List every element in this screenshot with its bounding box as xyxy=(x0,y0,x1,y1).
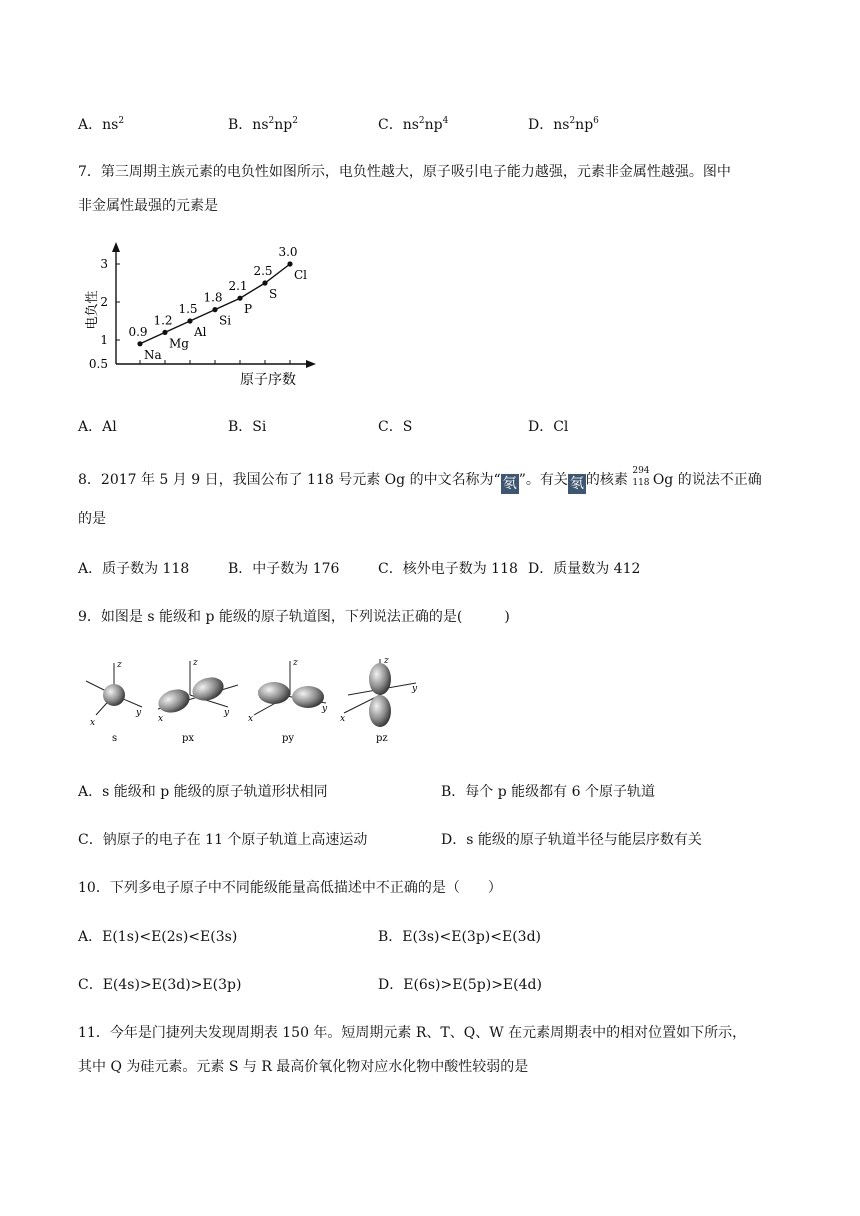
chart-axes xyxy=(112,242,316,368)
y-tick-label: 1 xyxy=(100,333,108,347)
data-point-s xyxy=(262,280,267,285)
q9-option-c: C．钠原子的电子在 11 个原子轨道上高速运动 xyxy=(78,832,368,848)
data-point-mg xyxy=(162,330,167,335)
q9-option-b: B．每个 p 能级都有 6 个原子轨道 xyxy=(441,784,655,800)
svg-text:x: x xyxy=(90,718,96,728)
py-orbital xyxy=(248,658,328,744)
svg-text:py: py xyxy=(282,733,295,744)
q7-option-c: C．S xyxy=(378,419,413,435)
q8-option-a: A．质子数为 118 xyxy=(78,561,190,577)
q6-option-a: A．$ns^2$ xyxy=(78,116,125,133)
data-label: 0.9 xyxy=(128,324,148,339)
og-glyph-2: 氡 xyxy=(569,476,584,492)
q9-option-a: A．s 能级和 p 能级的原子轨道形状相同 xyxy=(78,784,328,800)
q9-stem: 9．如图是 s 能级和 p 能级的原子轨道图，下列说法正确的是( ) xyxy=(78,609,510,625)
q7-option-a: A．Al xyxy=(78,419,117,435)
data-label: 1.2 xyxy=(153,313,173,328)
element-label: P xyxy=(244,302,253,317)
pz-orbital xyxy=(340,656,418,744)
orbital-diagram xyxy=(78,655,423,745)
y-tick-label: 0.5 xyxy=(88,357,108,371)
data-label: 2.5 xyxy=(253,264,273,278)
data-label: 1.5 xyxy=(178,302,198,316)
data-label: 1.8 xyxy=(203,290,223,305)
y-tick-label: 3 xyxy=(100,257,108,271)
svg-text:z: z xyxy=(293,658,298,668)
q7-option-b: B．Si xyxy=(228,419,267,435)
element-label: Mg xyxy=(169,336,189,351)
data-point-al xyxy=(187,318,192,323)
svg-text:z: z xyxy=(384,656,389,666)
q8-stem-line1: 8．2017 年 5 月 9 日，我国公布了 118 号元素 Og 的中文名称为“ 氡 ”。有关 氡 的核素 294 118 Og 的说法不正确 xyxy=(78,466,762,492)
data-point-na xyxy=(137,341,142,346)
element-label: S xyxy=(269,287,278,301)
data-point-cl xyxy=(287,261,292,266)
element-label: Si xyxy=(219,313,232,328)
q8-option-c: C．核外电子数为 118 xyxy=(378,561,518,577)
q7-option-d: D．Cl xyxy=(528,419,569,435)
data-point-p xyxy=(237,296,242,301)
svg-text:z: z xyxy=(193,658,198,668)
q10-stem: 10．下列多电子原子中不同能级能量高低描述中不正确的是（ ） xyxy=(78,880,502,896)
svg-text:y: y xyxy=(224,708,230,718)
q8-stem-line2: 的是 xyxy=(78,511,106,527)
element-label: Cl xyxy=(294,268,308,282)
q8-option-b: B．中子数为 176 xyxy=(228,561,340,577)
svg-text:pz: pz xyxy=(376,733,388,744)
px-orbital xyxy=(155,658,238,744)
data-label: 2.1 xyxy=(228,279,248,294)
element-label: Al xyxy=(194,325,207,339)
q7-stem-line1: 7．第三周期主族元素的电负性如图所示，电负性越大，原子吸引电子能力越强，元素非金属性越强。图中 xyxy=(78,164,731,180)
nuclide-notation: 294 118 xyxy=(632,466,650,488)
q11-stem-line1: 11．今年是门捷列夫发现周期表 150 年。短周期元素 R、T、Q、W 在元素周期表中的相对位置如下所示， xyxy=(78,1025,747,1041)
electronegativity-chart xyxy=(78,240,338,390)
og-glyph: 氡 xyxy=(502,476,517,492)
q10-option-c: C．E(4s)>E(3d)>E(3p) xyxy=(78,977,242,993)
q10-option-a: A．E(1s)<E(2s)<E(3s) xyxy=(78,929,238,945)
q8-option-d: D．质量数为 412 xyxy=(528,561,641,577)
q6-option-c: C．$ns^2np^4$ xyxy=(378,116,449,133)
svg-text:x: x xyxy=(158,714,164,724)
q10-option-b: B．E(3s)<E(3p)<E(3d) xyxy=(378,929,542,945)
svg-text:px: px xyxy=(182,733,195,744)
y-tick-label: 2 xyxy=(100,295,108,309)
s-orbital xyxy=(86,660,142,744)
svg-text:z: z xyxy=(117,660,122,670)
q7-stem-line2: 非金属性最强的元素是 xyxy=(78,198,218,214)
y-axis-label: 电负性 xyxy=(85,290,100,330)
svg-text:x: x xyxy=(340,714,346,724)
chart-points xyxy=(128,245,307,362)
data-label: 3.0 xyxy=(278,245,298,259)
svg-text:s: s xyxy=(112,733,118,744)
svg-text:x: x xyxy=(248,714,254,724)
svg-text:y: y xyxy=(136,708,142,718)
x-axis-label: 原子序数 xyxy=(240,372,296,388)
svg-text:y: y xyxy=(412,684,418,694)
data-point-si xyxy=(212,307,217,312)
q9-option-d: D．s 能级的原子轨道半径与能层序数有关 xyxy=(441,832,702,848)
q6-option-d: D．$ns^2np^6$ xyxy=(528,116,599,133)
svg-text:y: y xyxy=(322,704,328,714)
q11-stem-line2: 其中 Q 为硅元素。元素 S 与 R 最高价氧化物对应水化物中酸性较弱的是 xyxy=(78,1059,529,1075)
q10-option-d: D．E(6s)>E(5p)>E(4d) xyxy=(378,977,542,993)
element-label: Na xyxy=(144,347,162,362)
q6-option-b: B．$ns^2np^2$ xyxy=(228,116,298,133)
